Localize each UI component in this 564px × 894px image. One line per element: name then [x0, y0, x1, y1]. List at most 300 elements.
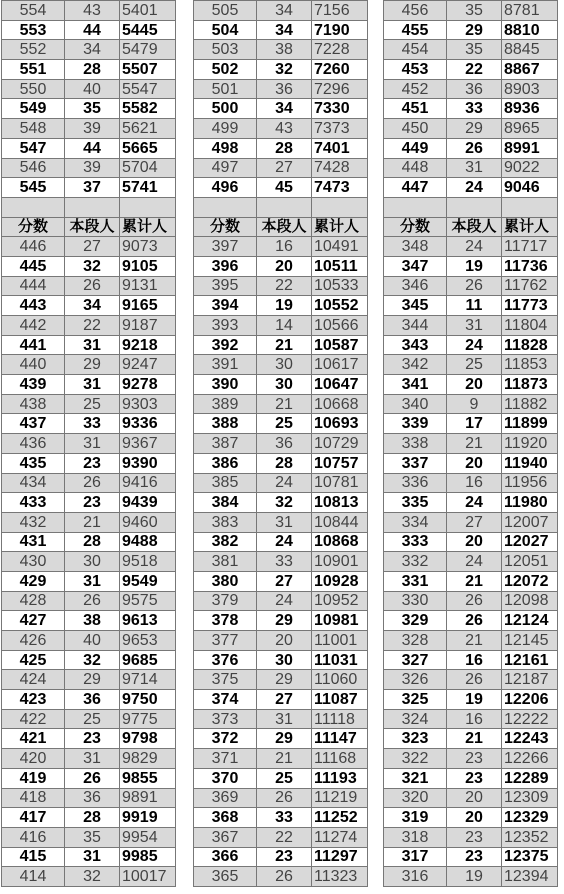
cumulative-count-cell: 10844 [312, 512, 368, 532]
table-row [2, 79, 176, 99]
segment-count-cell: 23 [447, 768, 502, 788]
table-row [194, 355, 368, 375]
score-cell: 451 [384, 99, 447, 119]
segment-count-cell: 35 [65, 827, 120, 847]
cumulative-count-cell: 5582 [120, 99, 176, 119]
cumulative-count-cell: 12145 [502, 631, 558, 651]
cumulative-count-cell: 11193 [312, 768, 368, 788]
segment-count-cell: 32 [65, 256, 120, 276]
score-cell: 500 [194, 99, 257, 119]
score-cell: 344 [384, 316, 447, 336]
segment-count-cell: 23 [65, 729, 120, 749]
segment-count-cell: 20 [447, 375, 502, 395]
header-row [2, 217, 176, 237]
segment-count-cell: 36 [447, 79, 502, 99]
table-row [194, 394, 368, 414]
table-row [194, 119, 368, 139]
table-row [384, 1, 558, 21]
score-cell: 338 [384, 434, 447, 454]
cumulative-count-cell: 9518 [120, 552, 176, 572]
table-row [2, 670, 176, 690]
segment-count-cell: 24 [447, 552, 502, 572]
cumulative-count-cell: 10566 [312, 316, 368, 336]
segment-count-cell: 23 [65, 453, 120, 473]
cumulative-count-cell: 11087 [312, 690, 368, 710]
score-cell: 430 [2, 552, 65, 572]
empty-cell [257, 197, 312, 217]
segment-count-cell: 31 [65, 434, 120, 454]
cumulative-count-cell: 10533 [312, 276, 368, 296]
segment-count-cell: 31 [257, 512, 312, 532]
cumulative-count-cell: 5741 [120, 178, 176, 198]
table-row [194, 256, 368, 276]
score-cell: 498 [194, 138, 257, 158]
table-row [2, 256, 176, 276]
table-row [384, 99, 558, 119]
segment-count-cell: 26 [447, 591, 502, 611]
score-cell: 505 [194, 1, 257, 21]
cumulative-count-cell: 11762 [502, 276, 558, 296]
score-cell: 393 [194, 316, 257, 336]
score-cell: 456 [384, 1, 447, 21]
table-row [2, 394, 176, 414]
score-cell: 347 [384, 256, 447, 276]
table-row [194, 316, 368, 336]
table-row [2, 276, 176, 296]
cumulative-count-cell: 9798 [120, 729, 176, 749]
table-row [2, 768, 176, 788]
segment-count-cell: 16 [257, 237, 312, 257]
cumulative-count-cell: 10729 [312, 434, 368, 454]
score-cell: 496 [194, 178, 257, 198]
table-row [194, 571, 368, 591]
table-row [2, 355, 176, 375]
score-cell: 369 [194, 788, 257, 808]
cumulative-count-cell: 11147 [312, 729, 368, 749]
table-row [194, 847, 368, 867]
segment-count-cell: 32 [257, 60, 312, 80]
cumulative-count-cell: 8867 [502, 60, 558, 80]
score-cell: 443 [2, 296, 65, 316]
cumulative-count-cell: 9829 [120, 749, 176, 769]
score-cell: 383 [194, 512, 257, 532]
empty-cell [312, 197, 368, 217]
table-row [384, 256, 558, 276]
table-row [194, 493, 368, 513]
table-row [2, 749, 176, 769]
segment-count-cell: 29 [447, 119, 502, 139]
header-row [384, 217, 558, 237]
table-row [384, 650, 558, 670]
score-cell: 321 [384, 768, 447, 788]
score-cell: 429 [2, 571, 65, 591]
cumulative-count-cell: 9575 [120, 591, 176, 611]
score-cell: 503 [194, 40, 257, 60]
cumulative-count-cell: 9549 [120, 571, 176, 591]
spacer-row [2, 197, 176, 217]
table-block-3 [383, 0, 558, 887]
cumulative-count-cell: 5507 [120, 60, 176, 80]
cumulative-count-cell: 9073 [120, 237, 176, 257]
cumulative-count-cell: 9714 [120, 670, 176, 690]
table-row [2, 709, 176, 729]
cumulative-count-cell: 10587 [312, 335, 368, 355]
table-row [384, 375, 558, 395]
score-cell: 415 [2, 847, 65, 867]
table-row [384, 40, 558, 60]
segment-count-cell: 24 [257, 473, 312, 493]
segment-count-cell: 28 [257, 138, 312, 158]
segment-count-cell: 35 [65, 99, 120, 119]
table-row [194, 729, 368, 749]
segment-count-cell: 23 [65, 493, 120, 513]
segment-count-cell: 25 [65, 709, 120, 729]
score-cell: 425 [2, 650, 65, 670]
header-cumulative-count: 累计人 [502, 217, 558, 237]
score-cell: 448 [384, 158, 447, 178]
score-cell: 326 [384, 670, 447, 690]
score-cell: 317 [384, 847, 447, 867]
score-cell: 341 [384, 375, 447, 395]
score-cell: 418 [2, 788, 65, 808]
table-row [194, 690, 368, 710]
score-cell: 397 [194, 237, 257, 257]
score-cell: 431 [2, 532, 65, 552]
segment-count-cell: 16 [447, 650, 502, 670]
segment-count-cell: 21 [447, 434, 502, 454]
score-cell: 385 [194, 473, 257, 493]
table-row [194, 512, 368, 532]
score-cell: 547 [2, 138, 65, 158]
score-cell: 387 [194, 434, 257, 454]
spacer-row [194, 197, 368, 217]
cumulative-count-cell: 11168 [312, 749, 368, 769]
table-row [2, 571, 176, 591]
segment-count-cell: 39 [65, 119, 120, 139]
cumulative-count-cell: 8845 [502, 40, 558, 60]
segment-count-cell: 28 [257, 453, 312, 473]
cumulative-count-cell: 5704 [120, 158, 176, 178]
table-row [2, 453, 176, 473]
table-row [194, 768, 368, 788]
cumulative-count-cell: 9303 [120, 394, 176, 414]
segment-count-cell: 25 [257, 768, 312, 788]
segment-count-cell: 35 [447, 40, 502, 60]
segment-count-cell: 27 [65, 237, 120, 257]
segment-count-cell: 19 [447, 867, 502, 887]
score-cell: 371 [194, 749, 257, 769]
score-cell: 396 [194, 256, 257, 276]
table-row [384, 591, 558, 611]
segment-count-cell: 44 [65, 138, 120, 158]
cumulative-count-cell: 12206 [502, 690, 558, 710]
table-row [384, 414, 558, 434]
segment-count-cell: 20 [257, 256, 312, 276]
cumulative-count-cell: 9416 [120, 473, 176, 493]
table-row [384, 60, 558, 80]
table-row [2, 158, 176, 178]
table-row [2, 512, 176, 532]
cumulative-count-cell: 11956 [502, 473, 558, 493]
table-row [384, 316, 558, 336]
segment-count-cell: 36 [65, 788, 120, 808]
segment-count-cell: 21 [65, 512, 120, 532]
cumulative-count-cell: 11980 [502, 493, 558, 513]
score-cell: 334 [384, 512, 447, 532]
score-cell: 343 [384, 335, 447, 355]
table-row [384, 158, 558, 178]
cumulative-count-cell: 11274 [312, 827, 368, 847]
cumulative-count-cell: 9247 [120, 355, 176, 375]
cumulative-count-cell: 12051 [502, 552, 558, 572]
cumulative-count-cell: 9613 [120, 611, 176, 631]
segment-count-cell: 31 [447, 158, 502, 178]
score-cell: 437 [2, 414, 65, 434]
table-row [2, 847, 176, 867]
cumulative-count-cell: 11873 [502, 375, 558, 395]
table-row [384, 79, 558, 99]
cumulative-count-cell: 7401 [312, 138, 368, 158]
cumulative-count-cell: 11001 [312, 631, 368, 651]
table-row [384, 20, 558, 40]
score-cell: 433 [2, 493, 65, 513]
score-cell: 324 [384, 709, 447, 729]
table-row [194, 808, 368, 828]
segment-count-cell: 29 [65, 670, 120, 690]
cumulative-count-cell: 11853 [502, 355, 558, 375]
table-row [2, 178, 176, 198]
segment-count-cell: 32 [257, 493, 312, 513]
segment-count-cell: 39 [65, 158, 120, 178]
segment-count-cell: 21 [257, 749, 312, 769]
segment-count-cell: 28 [65, 808, 120, 828]
cumulative-count-cell: 9336 [120, 414, 176, 434]
cumulative-count-cell: 9985 [120, 847, 176, 867]
cumulative-count-cell: 10781 [312, 473, 368, 493]
cumulative-count-cell: 9131 [120, 276, 176, 296]
table-row [2, 867, 176, 887]
score-cell: 372 [194, 729, 257, 749]
score-cell: 417 [2, 808, 65, 828]
table-row [2, 119, 176, 139]
table-row [384, 335, 558, 355]
segment-count-cell: 21 [447, 571, 502, 591]
score-cell: 319 [384, 808, 447, 828]
table-row [384, 512, 558, 532]
table-row [194, 1, 368, 21]
segment-count-cell: 21 [257, 335, 312, 355]
table-row [2, 1, 176, 21]
table-row [2, 237, 176, 257]
segment-count-cell: 34 [65, 296, 120, 316]
cumulative-count-cell: 9488 [120, 532, 176, 552]
cumulative-count-cell: 12072 [502, 571, 558, 591]
table-row [384, 847, 558, 867]
score-cell: 327 [384, 650, 447, 670]
cumulative-count-cell: 12329 [502, 808, 558, 828]
segment-count-cell: 23 [447, 749, 502, 769]
score-cell: 548 [2, 119, 65, 139]
score-cell: 368 [194, 808, 257, 828]
score-cell: 330 [384, 591, 447, 611]
cumulative-count-cell: 7330 [312, 99, 368, 119]
table-row [2, 434, 176, 454]
table-row [194, 631, 368, 651]
segment-count-cell: 26 [65, 276, 120, 296]
segment-count-cell: 19 [257, 296, 312, 316]
score-cell: 329 [384, 611, 447, 631]
table-row [194, 178, 368, 198]
score-cell: 445 [2, 256, 65, 276]
table-row [2, 20, 176, 40]
cumulative-count-cell: 10757 [312, 453, 368, 473]
score-cell: 384 [194, 493, 257, 513]
segment-count-cell: 16 [447, 709, 502, 729]
table-row [194, 335, 368, 355]
cumulative-count-cell: 8903 [502, 79, 558, 99]
score-cell: 441 [2, 335, 65, 355]
segment-count-cell: 11 [447, 296, 502, 316]
segment-count-cell: 24 [447, 237, 502, 257]
empty-cell [2, 197, 65, 217]
empty-cell [120, 197, 176, 217]
segment-count-cell: 26 [447, 670, 502, 690]
score-cell: 377 [194, 631, 257, 651]
table-row [384, 434, 558, 454]
cumulative-count-cell: 8936 [502, 99, 558, 119]
segment-count-cell: 44 [65, 20, 120, 40]
score-cell: 497 [194, 158, 257, 178]
segment-count-cell: 43 [257, 119, 312, 139]
cumulative-count-cell: 10647 [312, 375, 368, 395]
segment-count-cell: 16 [447, 473, 502, 493]
table-row [2, 650, 176, 670]
table-row [384, 709, 558, 729]
segment-count-cell: 33 [447, 99, 502, 119]
cumulative-count-cell: 11060 [312, 670, 368, 690]
table-row [2, 60, 176, 80]
table-row [2, 808, 176, 828]
segment-count-cell: 26 [447, 611, 502, 631]
table-row [194, 40, 368, 60]
table-row [2, 552, 176, 572]
score-cell: 346 [384, 276, 447, 296]
segment-count-cell: 9 [447, 394, 502, 414]
table-row [384, 571, 558, 591]
cumulative-count-cell: 12394 [502, 867, 558, 887]
segment-count-cell: 35 [447, 1, 502, 21]
segment-count-cell: 32 [65, 650, 120, 670]
segment-count-cell: 20 [447, 788, 502, 808]
segment-count-cell: 28 [65, 532, 120, 552]
segment-count-cell: 29 [257, 670, 312, 690]
segment-count-cell: 31 [65, 335, 120, 355]
table-row [2, 375, 176, 395]
cumulative-count-cell: 12352 [502, 827, 558, 847]
cumulative-count-cell: 11219 [312, 788, 368, 808]
segment-count-cell: 29 [257, 611, 312, 631]
cumulative-count-cell: 11773 [502, 296, 558, 316]
score-cell: 394 [194, 296, 257, 316]
table-row [384, 670, 558, 690]
cumulative-count-cell: 12007 [502, 512, 558, 532]
table-row [194, 453, 368, 473]
score-cell: 420 [2, 749, 65, 769]
cumulative-count-cell: 12375 [502, 847, 558, 867]
score-cell: 370 [194, 768, 257, 788]
segment-count-cell: 26 [447, 276, 502, 296]
cumulative-count-cell: 9750 [120, 690, 176, 710]
header-cumulative-count: 累计人 [312, 217, 368, 237]
score-cell: 373 [194, 709, 257, 729]
segment-count-cell: 22 [257, 276, 312, 296]
segment-count-cell: 23 [447, 847, 502, 867]
cumulative-count-cell: 7260 [312, 60, 368, 80]
table-row [194, 138, 368, 158]
score-cell: 331 [384, 571, 447, 591]
cumulative-count-cell: 11804 [502, 316, 558, 336]
segment-count-cell: 34 [65, 40, 120, 60]
table-row [194, 79, 368, 99]
cumulative-count-cell: 10928 [312, 571, 368, 591]
table-row [2, 414, 176, 434]
segment-count-cell: 36 [65, 690, 120, 710]
score-cell: 435 [2, 453, 65, 473]
score-cell: 426 [2, 631, 65, 651]
score-cell: 325 [384, 690, 447, 710]
cumulative-count-cell: 9919 [120, 808, 176, 828]
table-row [194, 158, 368, 178]
score-cell: 375 [194, 670, 257, 690]
table-row [2, 40, 176, 60]
score-cell: 449 [384, 138, 447, 158]
table-row [2, 532, 176, 552]
score-cell: 380 [194, 571, 257, 591]
segment-count-cell: 31 [447, 316, 502, 336]
score-cell: 423 [2, 690, 65, 710]
score-cell: 336 [384, 473, 447, 493]
header-segment-count: 本段人 [257, 217, 312, 237]
cumulative-count-cell: 9187 [120, 316, 176, 336]
cumulative-count-cell: 10693 [312, 414, 368, 434]
cumulative-count-cell: 12289 [502, 768, 558, 788]
score-cell: 367 [194, 827, 257, 847]
score-cell: 450 [384, 119, 447, 139]
score-cell: 499 [194, 119, 257, 139]
cumulative-count-cell: 11717 [502, 237, 558, 257]
empty-cell [194, 197, 257, 217]
empty-cell [65, 197, 120, 217]
table-row [194, 867, 368, 887]
cumulative-count-cell: 5401 [120, 1, 176, 21]
segment-count-cell: 24 [257, 591, 312, 611]
segment-count-cell: 45 [257, 178, 312, 198]
table-row [2, 631, 176, 651]
table-row [384, 119, 558, 139]
cumulative-count-cell: 10668 [312, 394, 368, 414]
cumulative-count-cell: 8991 [502, 138, 558, 158]
table-row [2, 611, 176, 631]
segment-count-cell: 24 [447, 335, 502, 355]
table-row [194, 237, 368, 257]
cumulative-count-cell: 12309 [502, 788, 558, 808]
table-row [194, 20, 368, 40]
spacer-row [384, 197, 558, 217]
table-row [384, 749, 558, 769]
cumulative-count-cell: 7428 [312, 158, 368, 178]
cumulative-count-cell: 7228 [312, 40, 368, 60]
segment-count-cell: 27 [257, 571, 312, 591]
